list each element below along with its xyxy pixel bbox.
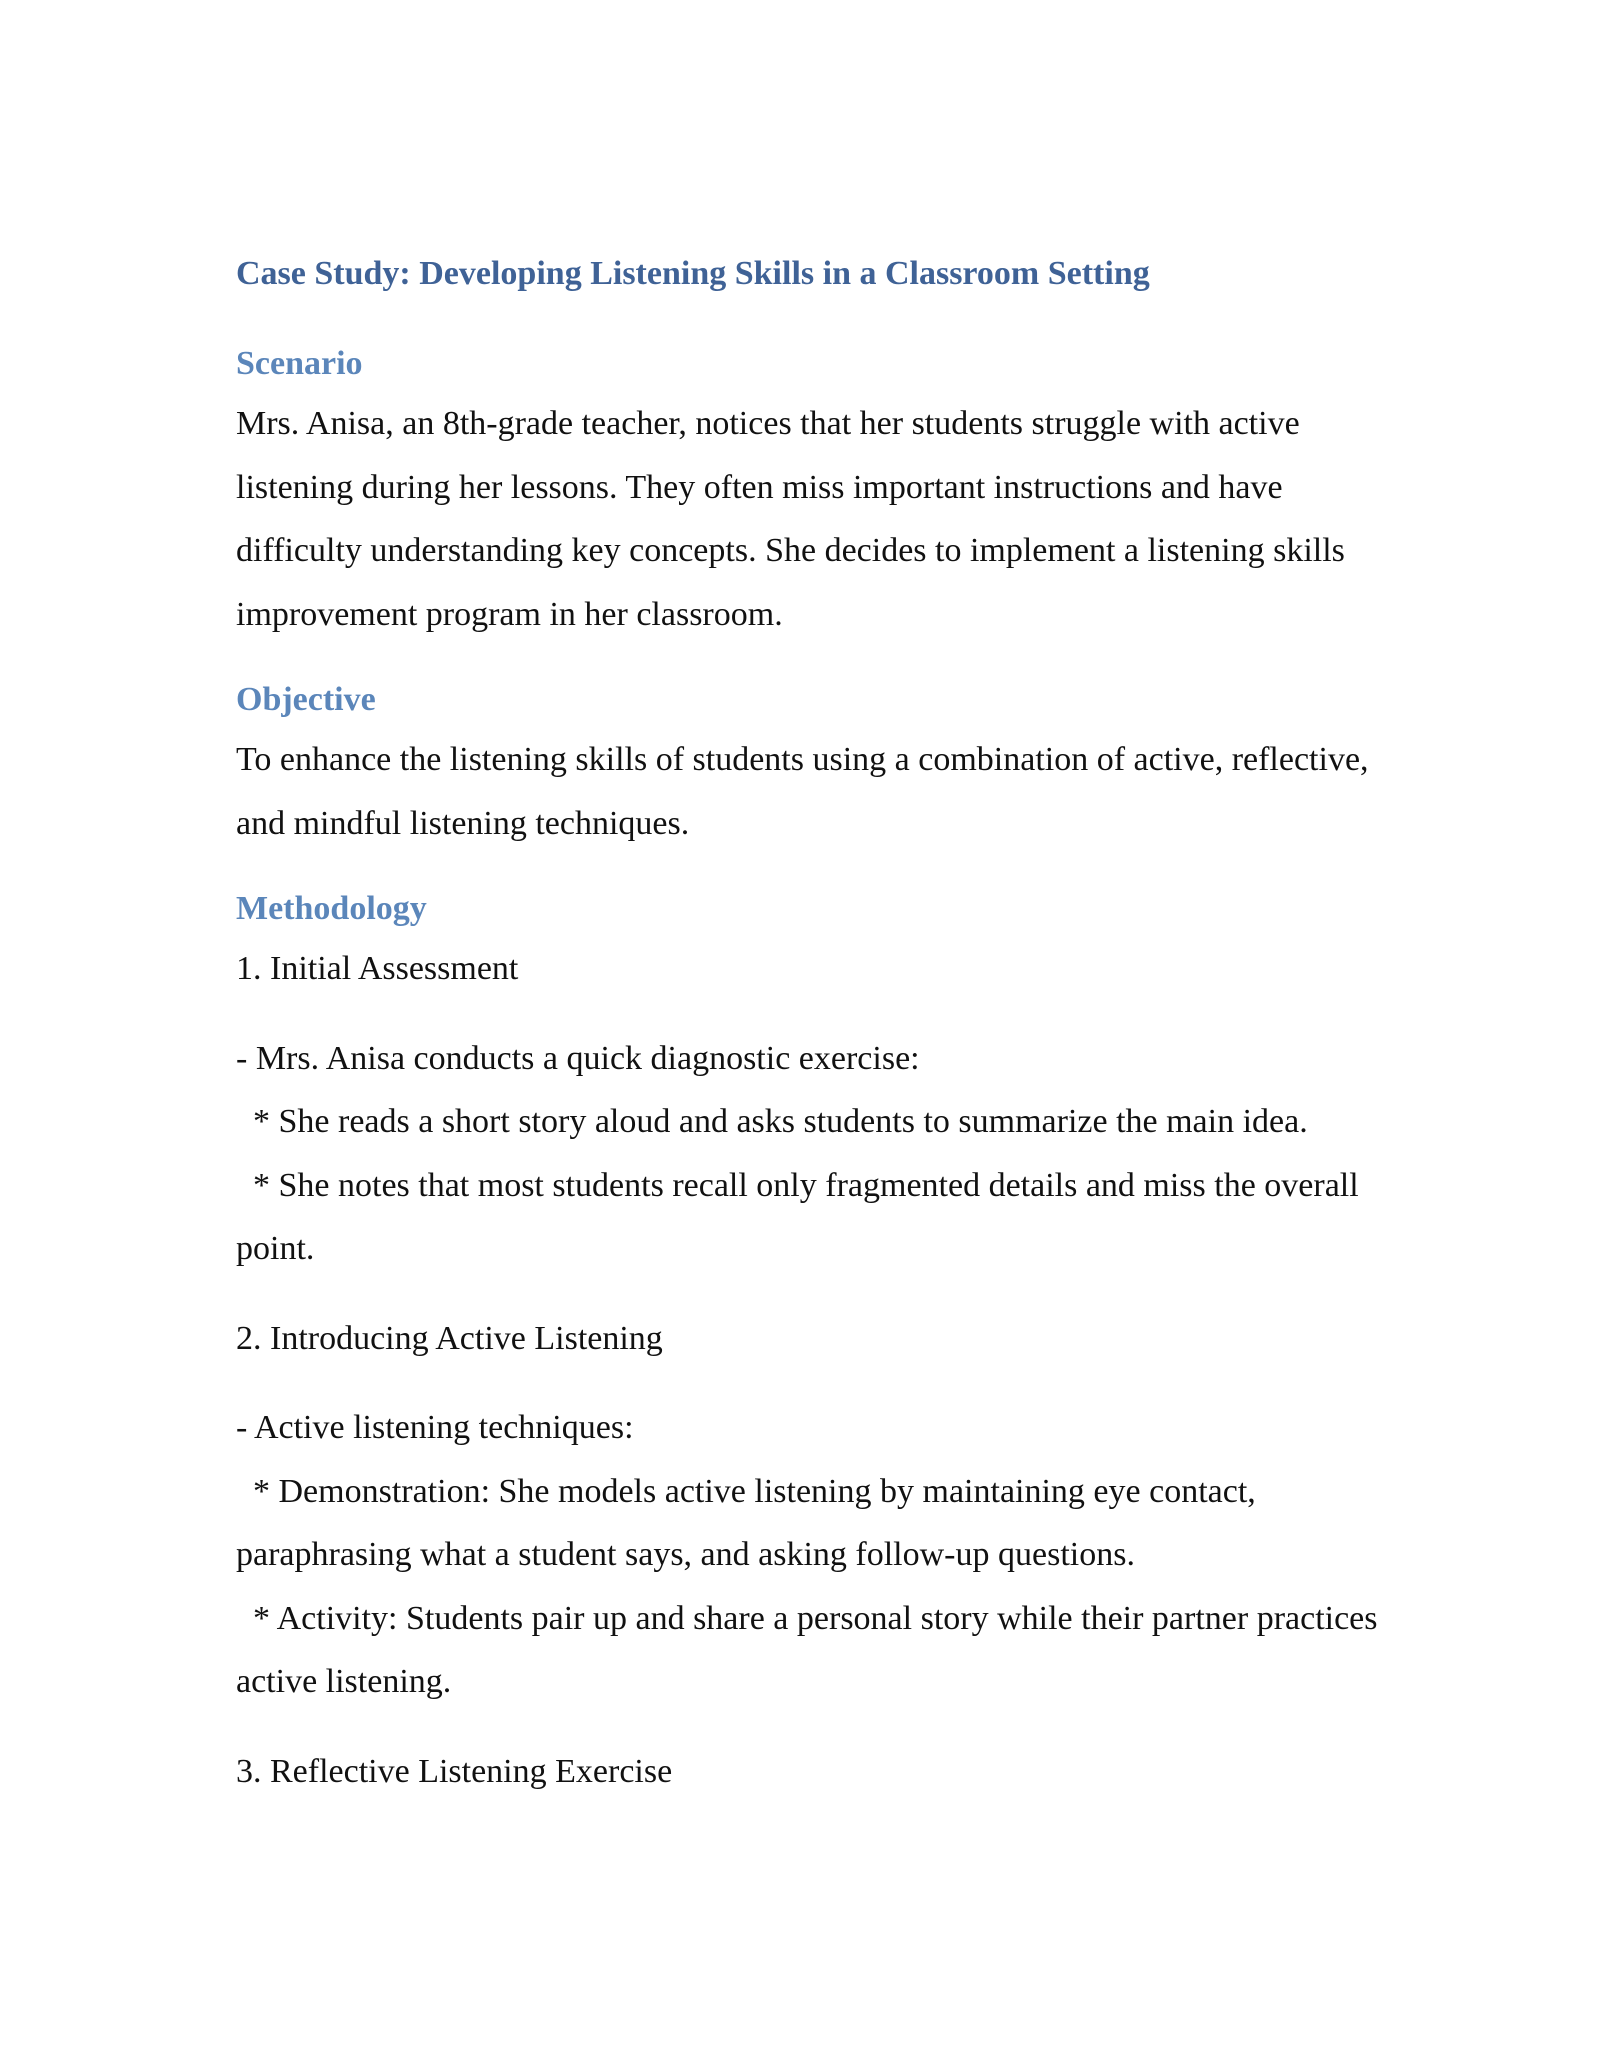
step-2-bullet-2: * Activity: Students pair up and share a personal story while their partner practices active listening. — [236, 1599, 1387, 1700]
step-2-title: 2. Introducing Active Listening — [236, 1319, 663, 1357]
step-1-title: 1. Initial Assessment — [236, 950, 519, 987]
step-1-lead: - Mrs. Anisa conducts a quick diagnostic exercise: — [236, 1039, 920, 1077]
objective-text: To enhance the listening skills of students using a combination of active, reflective, and mindful listening techniques. — [236, 741, 1378, 842]
document-title: Case Study: Developing Listening Skills in a Classroom Setting — [236, 255, 1150, 292]
step-3-title: 3. Reflective Listening Exercise — [236, 1752, 673, 1790]
step-2-bullet-1: * Demonstration: She models active listening by maintaining eye contact, paraphrasing what a student says, and asking follow-up questions. — [236, 1472, 1265, 1573]
scenario-heading: Scenario — [236, 345, 363, 382]
step-1-bullet-2: * She notes that most students recall only fragmented details and miss the overall point. — [236, 1166, 1368, 1267]
document-body — [236, 246, 1396, 1803]
scenario-text: Mrs. Anisa, an 8th-grade teacher, notices that her students struggle with active listening during her lessons. They often miss important instructions and have difficulty understanding key concepts. She decides to implement a listening skills improvement program in her classroom. — [236, 405, 1354, 633]
step-2-lead: - Active listening techniques: — [236, 1409, 634, 1446]
objective-heading: Objective — [236, 681, 376, 718]
methodology-heading: Methodology — [236, 890, 427, 927]
step-1-bullet-1: * She reads a short story aloud and asks students to summarize the main idea. — [236, 1103, 1308, 1140]
